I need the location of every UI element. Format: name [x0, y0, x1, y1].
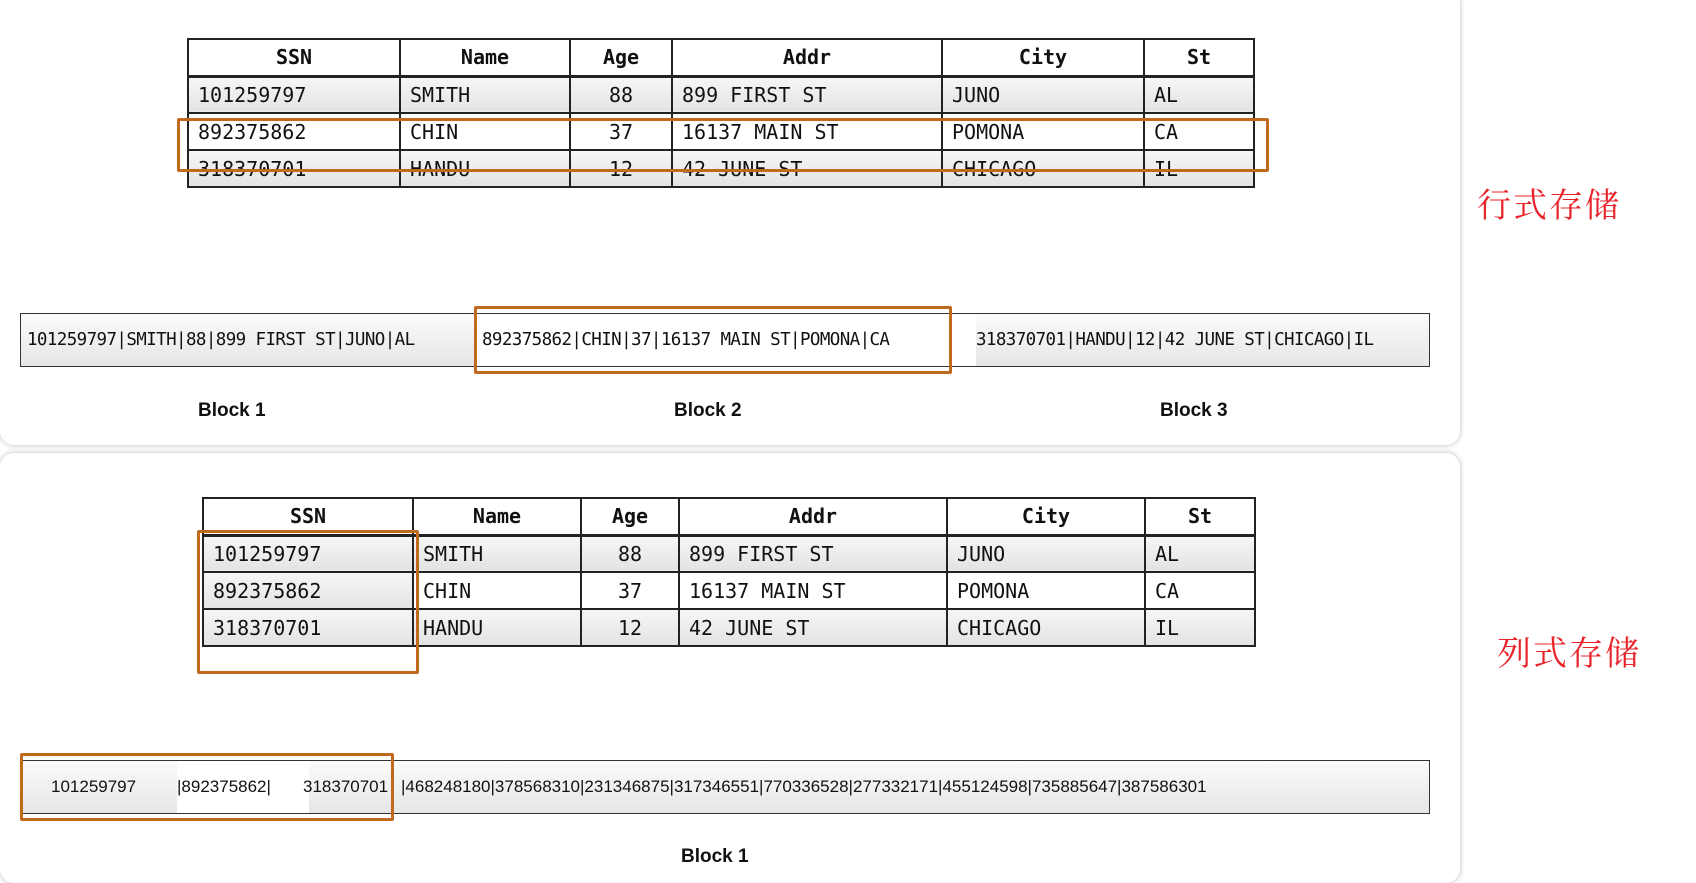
table-row — [188, 76, 1254, 113]
column-storage-label: 列式存储 — [1497, 634, 1641, 674]
table-cell: IL — [1145, 609, 1255, 646]
column-header: Name — [413, 498, 581, 535]
table-cell: AL — [1145, 535, 1255, 572]
table-cell: POMONA — [942, 113, 1144, 150]
strip-segment: |892375862| — [177, 761, 309, 813]
table-cell: SMITH — [400, 76, 570, 113]
column-header: City — [947, 498, 1145, 535]
block-label: Block 1 — [681, 846, 749, 867]
table-cell: POMONA — [947, 572, 1145, 609]
table-cell: 37 — [581, 572, 679, 609]
table-cell: 101259797 — [203, 535, 413, 572]
strip-segment: |468248180|378568310|231346875|317346551|770336528|277332171|455124598|735885647|387586301 — [401, 777, 1207, 796]
table-cell: CHIN — [400, 113, 570, 150]
column-header: St — [1144, 39, 1254, 76]
table-cell: SMITH — [413, 535, 581, 572]
table-cell: CHIN — [413, 572, 581, 609]
strip-segment: 101259797|SMITH|88|899 FIRST ST|JUNO|AL — [27, 330, 415, 350]
table-cell: 318370701 — [203, 609, 413, 646]
table-cell: AL — [1144, 76, 1254, 113]
table-cell: 16137 MAIN ST — [679, 572, 947, 609]
table-cell: CA — [1144, 113, 1254, 150]
table-cell: 88 — [570, 76, 672, 113]
table-cell: IL — [1144, 150, 1254, 187]
block-highlight-box — [20, 753, 394, 821]
strip-segment: 101259797 — [51, 777, 137, 796]
row-highlight-box — [177, 118, 1269, 172]
strip-segment: 318370701 — [303, 777, 389, 796]
table-cell: 318370701 — [188, 150, 400, 187]
table-cell: HANDU — [413, 609, 581, 646]
table-cell: 42 JUNE ST — [672, 150, 942, 187]
column-header: Age — [570, 39, 672, 76]
table-cell: JUNO — [942, 76, 1144, 113]
table-cell: CHICAGO — [947, 609, 1145, 646]
column-header: Age — [581, 498, 679, 535]
column-header: Addr — [679, 498, 947, 535]
table-cell: 12 — [581, 609, 679, 646]
column-header: SSN — [188, 39, 400, 76]
table-cell: 899 FIRST ST — [672, 76, 942, 113]
table-cell: 42 JUNE ST — [679, 609, 947, 646]
table-cell: JUNO — [947, 535, 1145, 572]
strip-segment: 892375862|CHIN|37|16137 MAIN ST|POMONA|CA — [477, 314, 976, 366]
table-cell: 899 FIRST ST — [679, 535, 947, 572]
row-storage-label: 行式存储 — [1477, 186, 1621, 226]
table-header-row — [188, 39, 1254, 76]
block-label: Block 1 — [198, 400, 266, 421]
column-header: SSN — [203, 498, 413, 535]
column-header: City — [942, 39, 1144, 76]
column-header: Addr — [672, 39, 942, 76]
table-cell: 37 — [570, 113, 672, 150]
table-cell: 101259797 — [188, 76, 400, 113]
table-cell: HANDU — [400, 150, 570, 187]
table-cell: 892375862 — [188, 113, 400, 150]
strip-segment: 318370701|HANDU|12|42 JUNE ST|CHICAGO|IL — [976, 330, 1374, 350]
table-cell: 12 — [570, 150, 672, 187]
column-header: Name — [400, 39, 570, 76]
column-header: St — [1145, 498, 1255, 535]
column-highlight-box — [197, 530, 419, 674]
table-cell: 16137 MAIN ST — [672, 113, 942, 150]
block-highlight-box — [474, 306, 952, 374]
table-cell: CHICAGO — [942, 150, 1144, 187]
block-label: Block 3 — [1160, 400, 1228, 421]
table-cell: CA — [1145, 572, 1255, 609]
block-label: Block 2 — [674, 400, 742, 421]
table-cell: 892375862 — [203, 572, 413, 609]
table-cell: 88 — [581, 535, 679, 572]
